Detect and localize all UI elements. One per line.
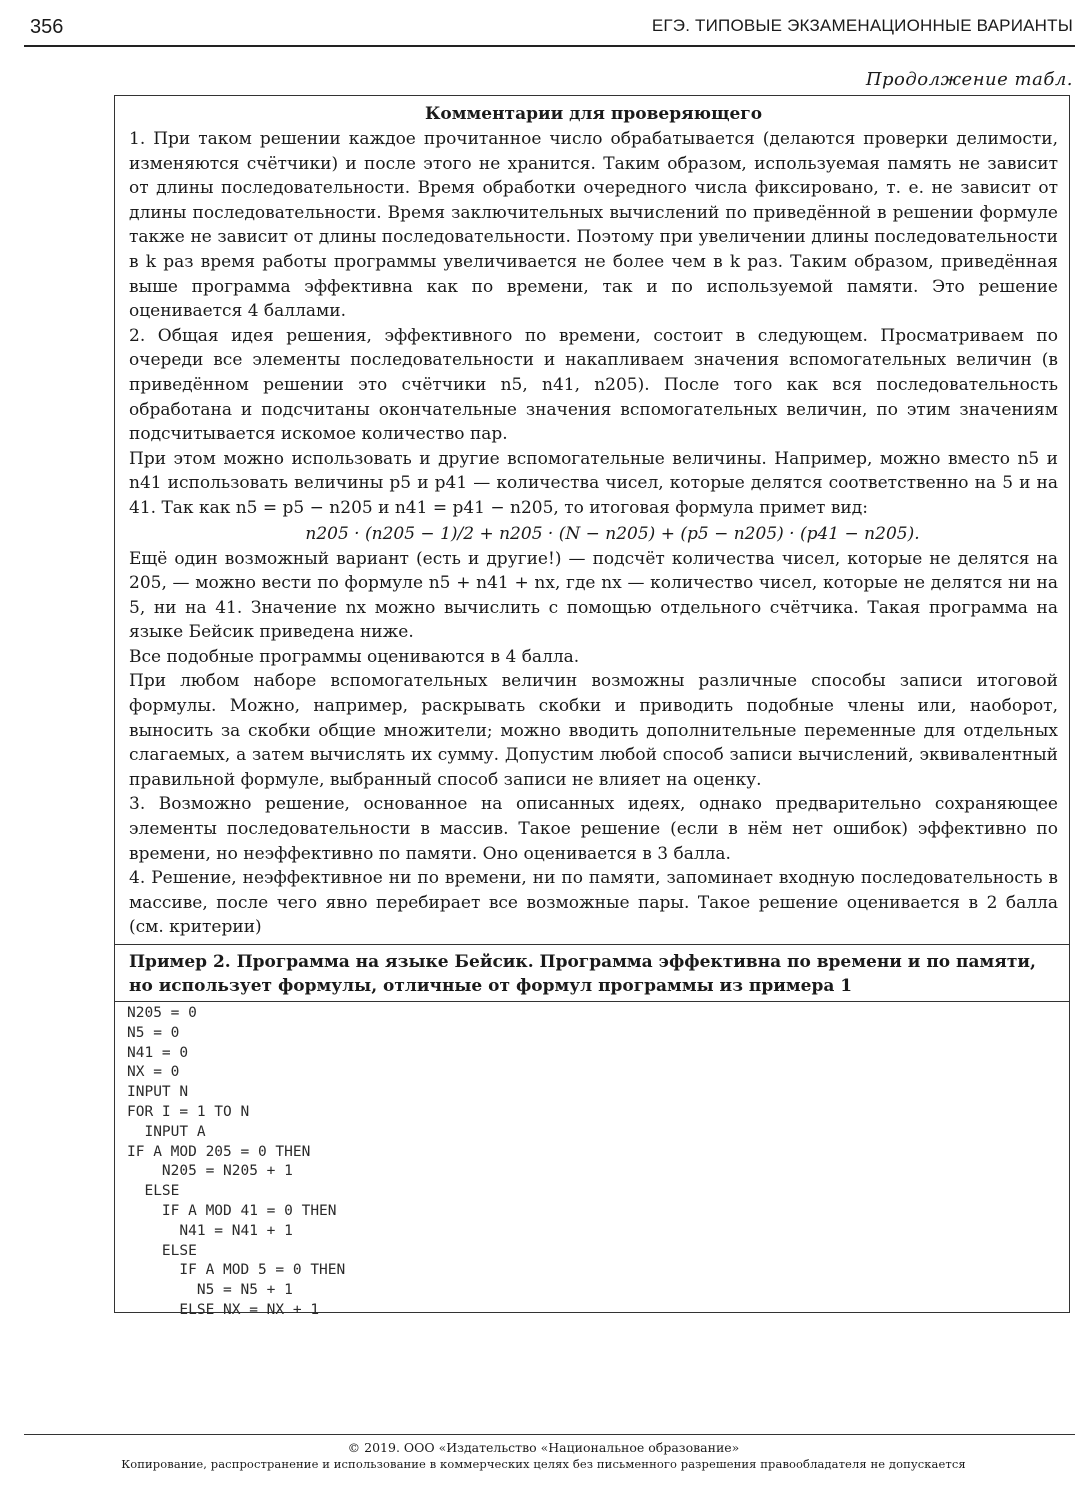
code-line: IF A MOD 5 = 0 THEN <box>127 1262 346 1279</box>
code-line: N205 = N205 + 1 <box>127 1163 293 1180</box>
code-line: NX = 0 <box>127 1064 180 1081</box>
criteria-table <box>114 95 1070 1318</box>
comment-paragraph-3: При этом можно использовать и другие вспомогательные величины. Например, можно вместо n5 и n41 использовать величины p5 и p41 — количества чисел, которые делятся соответственно на 5 и на 41. Так как n5 = p5 − n205 и n41 = p41 − n205, то итоговая формула примет вид: <box>129 448 1058 518</box>
code-line: INPUT A <box>127 1123 206 1140</box>
comment-paragraph-1: 1. При таком решении каждое прочитанное число обрабатывается (делаются проверки делимости, изменяются счётчики) и после этого не хранится. Таким образом, используемая память не зависит от длины последовательности. Время обработки очередного числа фиксировано, т. е. не зависит от длины последовательности. Время заключительных вычислений по приведённой в решении формуле также не зависит от длины последовательности. Поэтому при увеличении длины последовательности в k раз время работы программы увеличивается не более чем в k раз. Таким образом, приведённая выше программа эффективна как по времени, так и по используемой памяти. Это решение оценивается 4 баллами. <box>129 129 1058 322</box>
comment-paragraph-2: 2. Общая идея решения, эффективного по времени, состоит в следующем. Просматриваем по очереди все элементы последовательности и накапливаем значения вспомогательных величин (в приведённом решении это счётчики n5, n41, n205). После того как вся последовательность обработана и подсчитаны окончательные значения вспомогательных величин, по этим значениям подсчитывается искомое количество пар. <box>129 325 1058 445</box>
copyright: © 2019. ООО «Издательство «Национальное образование» <box>347 1440 740 1455</box>
code-line: N205 = 0 <box>127 1005 197 1021</box>
table-continuation-label: Продолжение табл. <box>865 69 1073 90</box>
example-heading: Пример 2. Программа на языке Бейсик. Программа эффективна по времени и по памяти, но использует формулы, отличные от формул программы из примера 1 <box>129 952 1036 996</box>
comment-paragraph-6: При любом наборе вспомогательных величин возможны различные способы записи итоговой формулы. Можно, например, раскрывать скобки и приводить подобные члены или, наоборот, выносить за скобки общие множители; можно вводить дополнительные переменные для отдельных слагаемых, а затем вычислять их сумму. Допустим любой способ записи вычислений, эквивалентный правильной формуле, выбранный способ записи не влияет на оценку. <box>129 671 1058 790</box>
code-line: FOR I = 1 TO N <box>127 1103 250 1120</box>
comment-paragraph-7: 3. Возможно решение, основанное на описанных идеях, однако предварительно сохраняющее элементы последовательности в массив. Такое решение (если в нём нет ошибок) эффективно по времени, но неэффективно по памяти. Оно оценивается в 3 балла. <box>129 794 1058 864</box>
code-line: IF A MOD 205 = 0 THEN <box>127 1143 311 1160</box>
comments-cell <box>115 96 1069 945</box>
copyright-notice: Копирование, распространение и использование в коммерческих целях без письменного разрешения правообладателя не допускается <box>121 1457 966 1471</box>
code-line: N41 = 0 <box>127 1044 189 1061</box>
code-line: INPUT N <box>127 1084 189 1101</box>
code-line: ELSE <box>127 1183 180 1200</box>
footer-rule <box>24 1434 1075 1435</box>
code-line: ELSE <box>127 1242 197 1259</box>
example-heading-cell <box>115 945 1069 1002</box>
comment-paragraph-5: Все подобные программы оцениваются в 4 балла. <box>129 646 580 667</box>
code-listing <box>115 1002 1069 1318</box>
running-head: ЕГЭ. ТИПОВЫЕ ЭКЗАМЕНАЦИОННЫЕ ВАРИАНТЫ <box>651 16 1073 35</box>
comment-paragraph-8: 4. Решение, неэффективное ни по времени, ни по памяти, запоминает входную последовательность в массиве, после чего явно перебирает все возможные пары. Такое решение оценивается в 2 балла (см. критерии) <box>129 868 1058 938</box>
comment-paragraph-4: Ещё один возможный вариант (есть и другие!) — подсчёт количества чисел, которые не делятся на 205, — можно вести по формуле n5 + n41 + nx, где nx — количество чисел, которые не делятся ни на 5, ни на 41. Значение nx можно вычислить с помощью отдельного счётчика. Такая программа на языке Бейсик приведена ниже. <box>129 548 1058 643</box>
code-line: ELSE NX = NX + 1 <box>127 1301 320 1318</box>
code-line: N5 = 0 <box>127 1024 180 1041</box>
page-number: 356 <box>30 16 64 38</box>
code-line: N41 = N41 + 1 <box>127 1222 293 1239</box>
final-formula: n205 · (n205 − 1)/2 + n205 · (N − n205) + (p5 − n205) · (p41 − n205). <box>305 523 920 544</box>
code-line: N5 = N5 + 1 <box>127 1282 293 1299</box>
header-rule <box>24 45 1075 47</box>
code-line: IF A MOD 41 = 0 THEN <box>127 1202 337 1219</box>
comments-heading: Комментарии для проверяющего <box>424 104 763 124</box>
